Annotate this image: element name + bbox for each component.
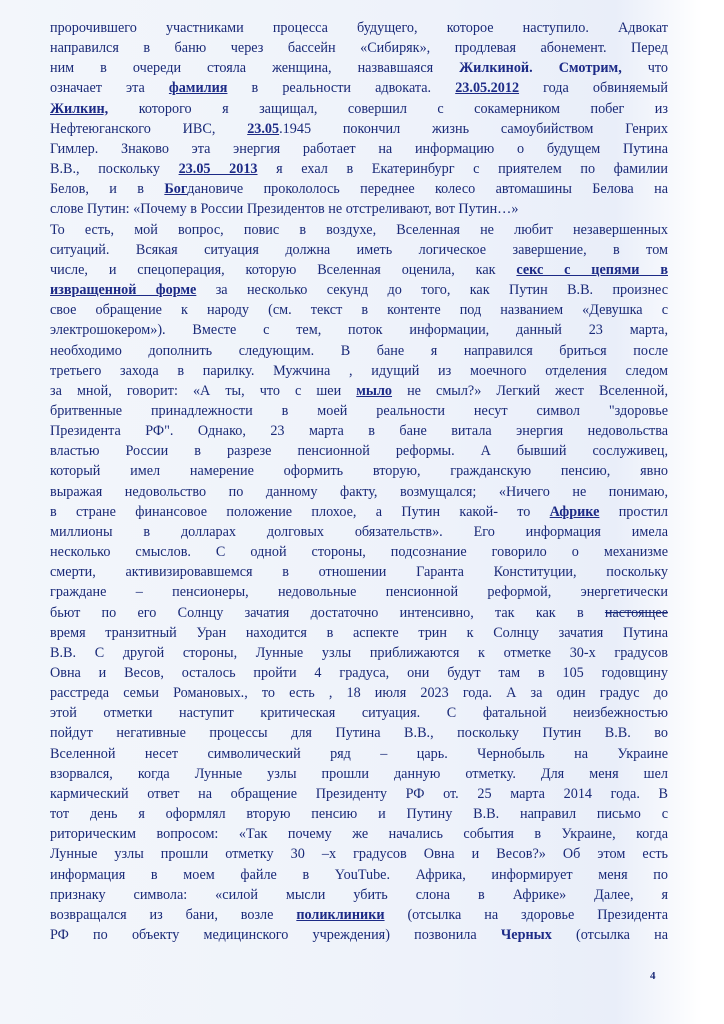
text-line xyxy=(50,58,668,78)
text-span: Белов, и в xyxy=(50,181,165,198)
text-line xyxy=(50,582,668,602)
underlined-phrase: Жилкин, xyxy=(50,100,109,117)
text-line xyxy=(50,804,668,824)
text-span: что xyxy=(621,60,668,77)
text-span: время транзитный Уран находится в аспекте трин к Солнцу зачатия Путина xyxy=(50,624,668,641)
text-line xyxy=(50,159,668,179)
text-line xyxy=(50,341,668,361)
text-span: Лунные узлы прошли отметку 30 –х градусов Овна и Весов?» Об этом есть xyxy=(50,846,668,863)
text-line xyxy=(50,381,668,401)
text-span: граждане – пенсионеры, недовольные пенсионной реформой, энергетически xyxy=(50,584,668,601)
text-span: В.В. С другой стороны, Лунные узлы приближаются к отметке 30-х градусов xyxy=(50,644,668,661)
text-line xyxy=(50,663,668,683)
text-span: в стране финансовое положение плохое, а Путин какой- то xyxy=(50,503,550,520)
text-span: свое обращение к народу (см. текст в контенте под названием «Девушка с xyxy=(50,302,668,319)
text-span xyxy=(533,60,559,76)
text-span: я ехал в Екатеринбург с приятелем по фамилии xyxy=(257,161,668,178)
text-span: РФ по объекту медицинского учреждения) позвонила xyxy=(50,927,501,944)
text-line xyxy=(50,482,668,502)
underlined-phrase: 23.05 xyxy=(247,120,280,137)
text-span: за несколько секунд до того, как Путин В.В. произнес xyxy=(196,282,668,299)
text-span: информация в моем файле в YouTube. Африка, информирует меня по xyxy=(50,866,668,883)
text-span: третьего захода в парилку. Мужчина , идущий из моечного отделения следом xyxy=(50,362,668,379)
text-span: бьют по его Солнцу зачатия достаточно интенсивно, так как в xyxy=(50,604,605,621)
text-line xyxy=(50,502,668,522)
text-span: Вселенной несет символический ряд – царь. Чернобыль на Украине xyxy=(50,745,668,762)
text-span: настоящее xyxy=(604,604,668,621)
text-span: пойдут негативные процессы для Путина В.В., поскольку Путин В.В. во xyxy=(50,725,668,742)
text-span: Гимлер. Знаково эта энергия работает на информацию о будущем Путина xyxy=(50,140,668,157)
text-span: в реальности адвоката. xyxy=(227,80,456,97)
text-line xyxy=(50,179,668,199)
text-line xyxy=(50,865,668,885)
text-span: слове Путин: «Почему в России Президентов не отстреливают, вот Путин…» xyxy=(50,201,519,218)
text-span: властью России в разрезе пенсионной реформы. А бывший сослуживец, xyxy=(50,443,668,460)
text-line xyxy=(50,18,668,38)
text-span: Президента РФ". Однако, 23 марта в бане витала энергия недовольства xyxy=(50,423,668,440)
text-line xyxy=(50,784,668,804)
text-line xyxy=(50,562,668,582)
text-line xyxy=(50,260,668,280)
text-line xyxy=(50,280,668,300)
text-span: ним в очереди стояла женщина, назвавшаяся xyxy=(50,60,460,77)
text-span: несколько смыслов. С одной стороны, подсознание говорило о механизме xyxy=(50,544,668,561)
text-line xyxy=(50,844,668,864)
text-span: электрошокером»). Вместе с тем, поток информации, данный 23 марта, xyxy=(50,322,668,339)
underlined-phrase: фамилия xyxy=(168,80,228,97)
text-span: который имел намерение оформить вторую, гражданскую пенсию, явно xyxy=(50,463,668,480)
underlined-phrase: Бог xyxy=(164,181,188,198)
text-span: дановиче прокололось переднее колесо автомашины Белова на xyxy=(187,181,668,198)
text-span: Нефтеюганского ИВС, xyxy=(50,120,248,137)
text-line xyxy=(50,683,668,703)
underlined-phrase: мыло xyxy=(356,382,393,399)
text-span: Овна и Весов, осталось пройти 4 градуса, они будут там в 105 годовщину xyxy=(50,665,668,681)
text-line xyxy=(50,643,668,663)
text-span: .1945 покончил жизнь самоубийством Генрих xyxy=(279,120,668,137)
page-edge xyxy=(690,0,724,1024)
text-line xyxy=(50,723,668,743)
text-line xyxy=(50,744,668,764)
text-span: не смыл?» Легкий жест Вселенной, xyxy=(392,382,668,399)
underlined-phrase: поликлиники xyxy=(296,906,385,923)
text-line xyxy=(50,824,668,844)
text-line xyxy=(50,421,668,441)
text-span: признаку символа: «силой мысли убить слона в Африке» Далее, я xyxy=(50,886,668,903)
text-line xyxy=(50,220,668,240)
text-span: числе, и спецоперация, которую Вселенная оценила, как xyxy=(50,261,517,278)
bold-phrase: Черных xyxy=(500,927,552,944)
underlined-phrase: извращенной форме xyxy=(50,282,197,299)
text-span: простил xyxy=(599,503,668,520)
text-span: этой отметки наступит критическая ситуация. С фатальной неизбежностью xyxy=(50,705,668,722)
text-line xyxy=(50,300,668,320)
text-line xyxy=(50,361,668,381)
text-line xyxy=(50,603,668,623)
text-line xyxy=(50,542,668,562)
text-line xyxy=(50,199,668,219)
text-span: риторическим вопросом: «Так почему же начались события в Украине, когда xyxy=(50,826,668,843)
text-span: (отсылка на здоровье Президента xyxy=(384,906,668,923)
text-line xyxy=(50,905,668,925)
text-span: миллионы в долларах долговых обязательств». Его информация имела xyxy=(50,523,668,540)
underlined-phrase: 23.05.2012 xyxy=(455,80,520,97)
text-line xyxy=(50,99,668,119)
text-line xyxy=(50,623,668,643)
text-line xyxy=(50,119,668,139)
bold-phrase: Смотрим, xyxy=(558,60,622,77)
text-span: То есть, мой вопрос, повис в воздухе, Вселенная не любит незавершенных xyxy=(50,221,668,238)
text-span: ситуаций. Всякая ситуация должна иметь логическое завершение, в том xyxy=(50,241,668,258)
underlined-phrase: секс с цепями в xyxy=(516,261,668,278)
text-line xyxy=(50,320,668,340)
text-span: за мной, говорит: «А ты, что с шеи xyxy=(50,382,357,399)
text-span: года обвиняемый xyxy=(519,80,668,97)
text-span: смерти, активизировавшемся в отношении Гаранта Конституции, поскольку xyxy=(50,564,668,581)
text-span: расстреда семьи Романовых., то есть , 18 июля 2023 года. А за один градус до xyxy=(50,685,668,702)
text-line xyxy=(50,925,668,945)
text-span: кармический ответ на обращение Президенту РФ от. 25 марта 2014 года. В xyxy=(50,785,668,802)
text-line xyxy=(50,885,668,905)
text-line xyxy=(50,240,668,260)
body-text xyxy=(50,18,668,945)
text-line xyxy=(50,78,668,98)
text-span: пророчившего участниками процесса будущего, которое наступило. Адвокат xyxy=(50,20,668,36)
text-line xyxy=(50,139,668,159)
underlined-phrase: 23.05 2013 xyxy=(178,161,258,178)
text-line xyxy=(50,703,668,723)
text-line xyxy=(50,522,668,542)
text-span: бритвенные принадлежности в моей реальности несут символ "здоровье xyxy=(50,402,668,419)
text-line xyxy=(50,461,668,481)
text-span: означает эта xyxy=(50,80,169,97)
text-line xyxy=(50,38,668,58)
underlined-phrase: Африке xyxy=(549,503,600,520)
text-span: взорвался, когда Лунные узлы прошли данную отметку. Для меня шел xyxy=(50,765,668,782)
text-span: тот день я оформлял вторую пенсию и Путину В.В. направил письмо с xyxy=(50,806,668,823)
text-span: направился в баню через бассейн «Сибиряк», продлевая абонемент. Перед xyxy=(50,40,668,57)
text-span: В.В., поскольку xyxy=(50,161,179,178)
text-span: которого я защищал, совершил с сокамерником побег из xyxy=(108,100,668,117)
bold-phrase: Жилкиной. xyxy=(459,60,533,77)
text-line xyxy=(50,401,668,421)
text-span: возвращался из бани, возле xyxy=(50,906,297,923)
page-number: 4 xyxy=(650,970,656,982)
text-line xyxy=(50,441,668,461)
text-span: (отсылка на xyxy=(551,927,668,944)
text-span: выражая недовольство по данному факту, возмущался; «Ничего не понимаю, xyxy=(50,483,668,500)
text-line xyxy=(50,764,668,784)
text-span: необходимо дополнить следующим. В бане я направился бриться после xyxy=(50,342,668,359)
